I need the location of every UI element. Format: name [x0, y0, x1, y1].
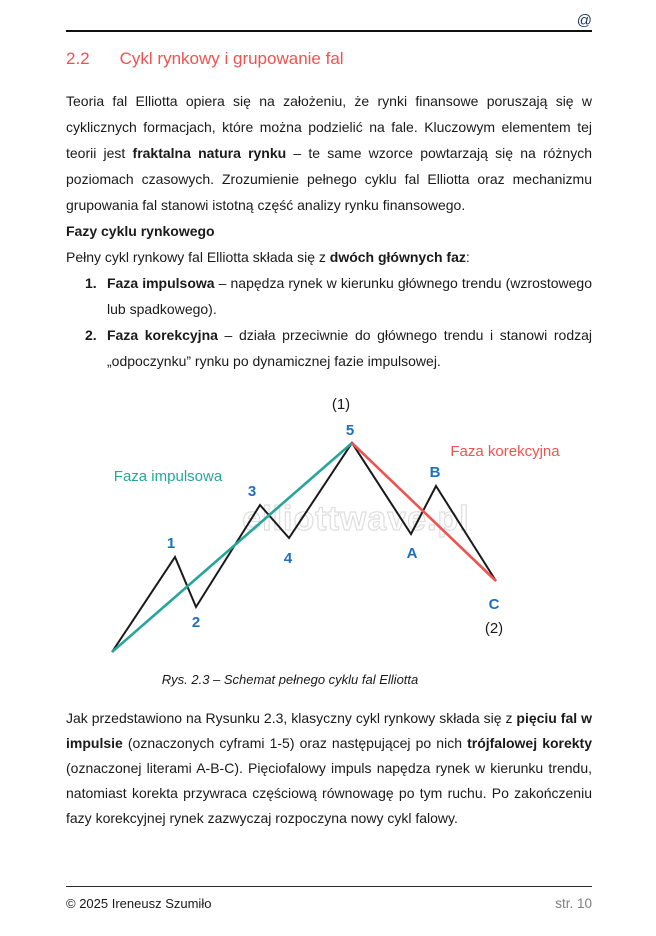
discussion-paragraph — [66, 706, 592, 831]
phases-subheading: Fazy cyklu rynkowego — [66, 223, 215, 239]
text-run: (oznaczonych cyframi 1-5) oraz następującej po nich — [122, 735, 468, 751]
list-item-text — [107, 327, 592, 369]
annotation-(1): (1) — [331, 396, 351, 413]
text-run: – te same wzorce powtarzają się na różnych poziomach czasowych. Zrozumienie pełnego cyklu fal Elliotta oraz mechanizmu grupowania fal stanowi istotną część analizy rynku finansowego. — [66, 145, 592, 213]
wave-label-4: 4 — [283, 550, 293, 567]
bold-text-run: dwóch głównych faz — [329, 249, 466, 265]
wave-label-5: 5 — [345, 422, 355, 439]
list-item — [66, 322, 592, 374]
page-footer — [66, 886, 592, 911]
wave-label-A: A — [406, 545, 418, 562]
bold-text-run: trójfalowej korekty — [467, 735, 593, 751]
bold-text-run: pięciu fal w impulsie — [66, 710, 592, 751]
text-run: Teoria fal Elliotta opiera się na założeniu, że rynki finansowe poruszają się w cyklicznych formacjach, które można podzielić na fale. Kluczowym elementem tej teorii jest — [66, 93, 592, 161]
section-title: Cykl rynkowy i grupowanie fal — [119, 49, 344, 68]
page-header-rule — [66, 0, 592, 32]
bold-text-run: fraktalna natura rynku — [132, 145, 287, 161]
section-number: 2.2 — [66, 49, 90, 68]
list-item-text — [107, 275, 592, 317]
phases-lead-paragraph — [66, 244, 592, 270]
wave-label-C: C — [488, 596, 500, 613]
footer-page-number: str. 10 — [555, 896, 592, 911]
list-item — [66, 270, 592, 322]
wave-label-B: B — [429, 464, 441, 481]
elliott-wave-diagram — [0, 388, 656, 668]
text-run: – napędza rynek w kierunku głównego trendu (wzrostowego lub spadkowego). — [107, 275, 592, 317]
trend-label-faza-korekcyjna: Faza korekcyjna — [450, 443, 560, 460]
figure-caption: Rys. 2.3 – Schemat pełnego cyklu fal Elliotta — [161, 672, 419, 687]
section-heading — [66, 48, 592, 70]
wave-label-3: 3 — [247, 483, 257, 500]
list-number: 1. — [85, 275, 97, 291]
text-run: : — [465, 249, 470, 265]
text-run: – działa przeciwnie do głównego trendu i stanowi rodzaj „odpoczynku” rynku po dynamicznej fazie impulsowej. — [107, 327, 592, 369]
text-run: Pełny cykl rynkowy fal Elliotta składa się z — [66, 249, 330, 265]
email-at-icon[interactable]: @ — [576, 12, 592, 29]
list-number: 2. — [85, 327, 97, 343]
bold-text-run: Faza korekcyjna — [107, 327, 218, 343]
trend-label-faza-impulsowa: Faza impulsowa — [113, 468, 223, 485]
text-run: Jak przedstawiono na Rysunku 2.3, klasyczny cykl rynkowy składa się z — [66, 710, 517, 726]
wave-label-1: 1 — [166, 535, 176, 552]
footer-copyright: © 2025 Ireneusz Szumiło — [66, 896, 212, 911]
figure-block — [66, 388, 592, 690]
watermark-text: elliottwave.pl — [242, 500, 470, 538]
bold-text-run: Faza impulsowa — [107, 275, 215, 291]
wave-label-2: 2 — [191, 614, 201, 631]
text-run: (oznaczonej literami A-B-C). Pięciofalowy impuls napędza rynek w kierunku trendu, natomiast korekta przywraca częściową równowagę po tym ruchu. Po zakończeniu fazy korekcyjnej rynek zazwyczaj rozpoczyna nowy cykl falowy. — [66, 760, 592, 826]
annotation-(2): (2) — [484, 620, 504, 637]
intro-paragraph — [66, 88, 592, 218]
